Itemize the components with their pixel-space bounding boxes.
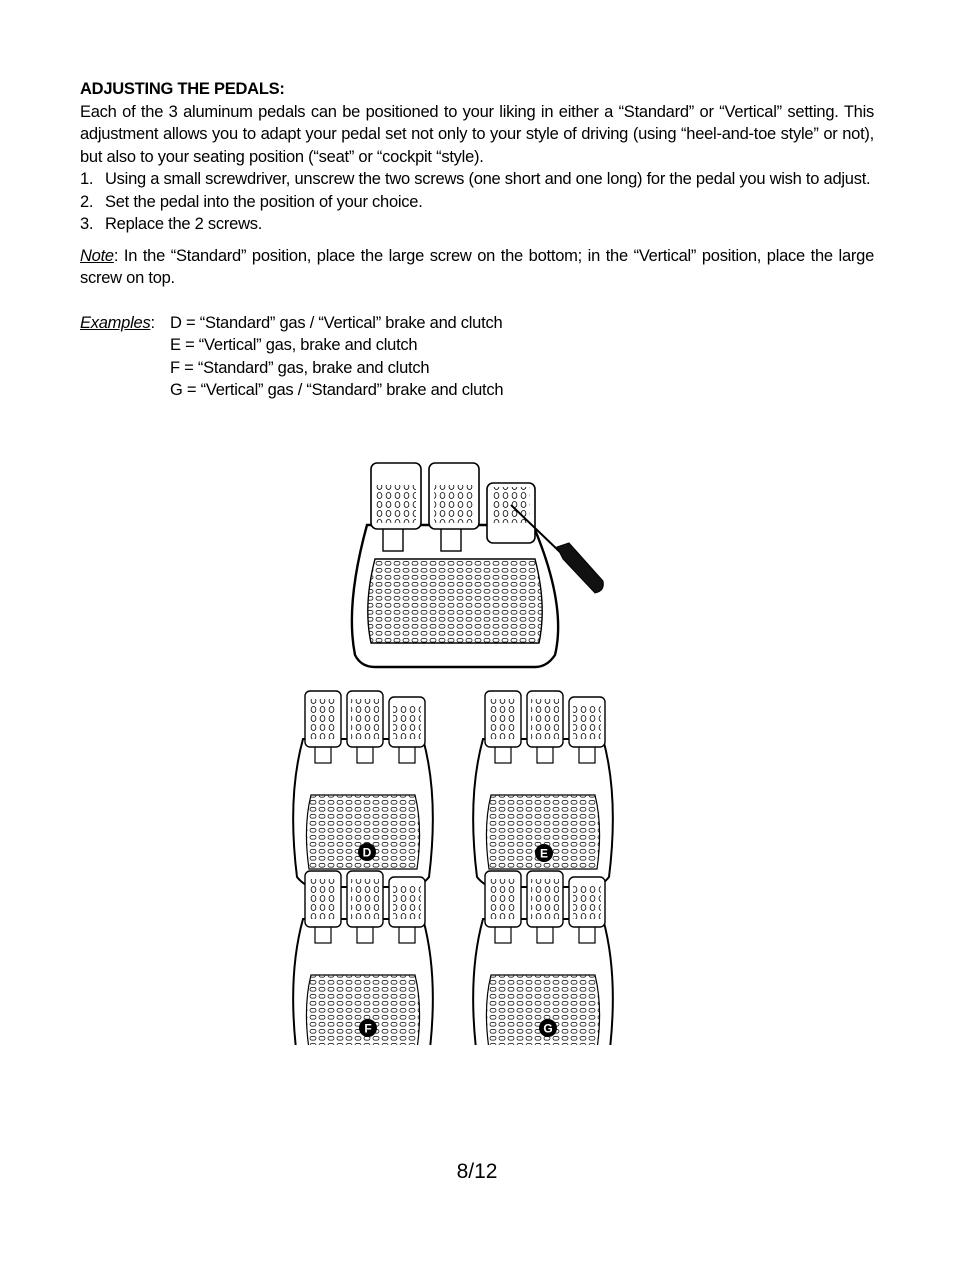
note-text: : In the “Standard” position, place the large screw on the bottom; in the “Vertical” position, place the large screw on top. xyxy=(80,246,874,287)
step-text: Replace the 2 screws. xyxy=(105,215,263,233)
pedal-set-f xyxy=(293,871,433,1045)
badge-g xyxy=(539,1019,557,1037)
step-number: 3. xyxy=(80,215,94,233)
examples-label: Examples: xyxy=(80,313,155,332)
step-text: Using a small screwdriver, unscrew the two screws (one short and one long) for the pedal you wish to adjust. xyxy=(105,170,871,188)
examples-list xyxy=(170,312,874,402)
list-item xyxy=(80,168,874,191)
list-item: D = “Standard” gas / “Vertical” brake and clutch xyxy=(170,313,503,332)
intro-paragraph: Each of the 3 aluminum pedals can be positioned to your liking in either a “Standard” or “Vertical” setting. This adjustment allows you to adapt your pedal set not only to your style of driving (using “heel-and-toe style” or not), but also to your seating position (“seat” or “cockpit “style). xyxy=(80,102,874,166)
step-number: 1. xyxy=(80,170,94,188)
list-item: E = “Vertical” gas, brake and clutch xyxy=(170,336,418,354)
note-label: Note xyxy=(80,246,114,265)
section-heading: ADJUSTING THE PEDALS: xyxy=(80,80,285,98)
badge-e xyxy=(535,844,553,862)
pedal-illustration xyxy=(285,455,625,1045)
step-number: 2. xyxy=(80,192,94,211)
svg-text:E: E xyxy=(539,846,549,861)
list-item xyxy=(80,213,874,236)
svg-text:G: G xyxy=(543,1021,553,1036)
svg-text:F: F xyxy=(364,1021,372,1036)
badge-f xyxy=(359,1019,377,1037)
main-pedal-set xyxy=(352,463,603,667)
page-number: 8/12 xyxy=(456,1160,498,1183)
step-text: Set the pedal into the position of your choice. xyxy=(105,192,423,211)
list-item xyxy=(80,191,874,214)
list-item: G = “Vertical” gas / “Standard” brake and clutch xyxy=(170,381,504,399)
svg-text:D: D xyxy=(362,845,372,860)
manual-page xyxy=(80,78,874,402)
steps-list xyxy=(80,168,874,236)
badge-d xyxy=(358,843,376,861)
list-item: F = “Standard” gas, brake and clutch xyxy=(170,358,430,377)
note-paragraph xyxy=(80,245,874,290)
pedal-set-g xyxy=(473,871,613,1045)
examples-block xyxy=(80,312,874,402)
